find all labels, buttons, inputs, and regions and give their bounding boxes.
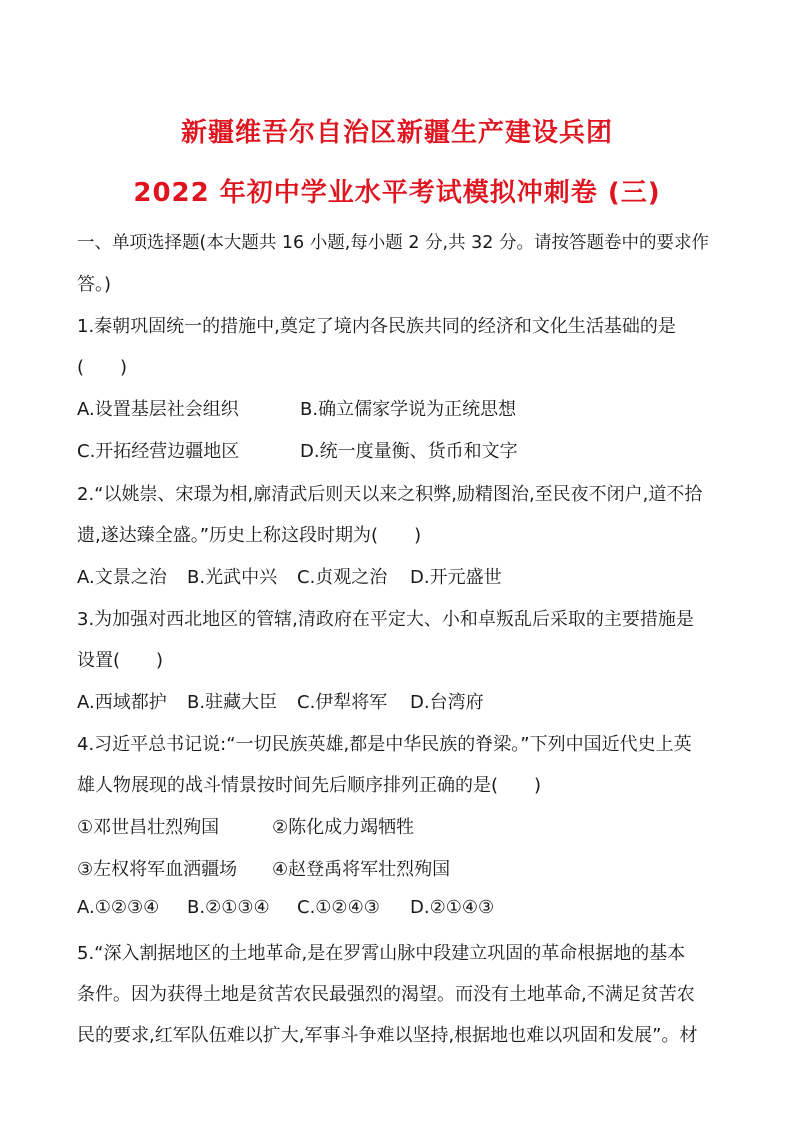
question-4-option-c: C.①②④③ (297, 897, 380, 918)
question-3-stem: 3.为加强对西北地区的管辖,清政府在平定大、小和卓叛乱后采取的主要措施是 (77, 609, 694, 630)
question-4-stem-cont: 雄人物展现的战斗情景按时间先后顺序排列正确的是( ) (77, 775, 542, 796)
question-5-stem: 5.“深入割据地区的土地革命,是在罗霄山脉中段建立巩固的革命根据地的基本 (77, 943, 686, 964)
question-1-option-b: B.确立儒家学说为正统思想 (300, 399, 517, 420)
question-4-item-2: ②陈化成力竭牺牲 (272, 817, 415, 838)
question-3-stem-cont: 设置( ) (77, 650, 164, 671)
question-4-item-1: ①邓世昌壮烈殉国 (77, 817, 220, 838)
question-2-stem-cont: 遗,遂达臻全盛。”历史上称这段时期为( ) (77, 525, 422, 546)
question-1-blank: ( ) (77, 357, 128, 378)
section-instruction-cont: 答。) (77, 274, 112, 295)
question-3-option-c: C.伊犁将军 (297, 692, 388, 713)
question-4-option-d: D.②①④③ (410, 897, 495, 918)
question-2-option-b: B.光武中兴 (187, 567, 278, 588)
question-3-option-d: D.台湾府 (410, 692, 484, 713)
exam-title-line1: 新疆维吾尔自治区新疆生产建设兵团 (180, 118, 613, 148)
question-3-option-b: B.驻藏大臣 (187, 692, 278, 713)
question-1-option-c: C.开拓经营边疆地区 (77, 441, 240, 462)
question-1-option-d: D.统一度量衡、货币和文字 (300, 441, 518, 462)
question-3-option-a: A.西域都护 (77, 692, 167, 713)
question-4-stem: 4.习近平总书记说:“一切民族英雄,都是中华民族的脊梁。”下列中国近代史上英 (77, 734, 692, 755)
question-5-stem-cont-2: 民的要求,红军队伍难以扩大,军事斗争难以坚持,根据地也难以巩固和发展”。材 (77, 1025, 698, 1046)
question-4-item-3: ③左权将军血洒疆场 (77, 859, 238, 880)
question-5-stem-cont: 条件。因为获得土地是贫苦农民最强烈的渴望。而没有土地革命,不满足贫苦农 (77, 984, 695, 1005)
section-instruction: 一、单项选择题(本大题共 16 小题,每小题 2 分,共 32 分。请按答题卷中的要求作 (77, 233, 709, 253)
question-2-option-a: A.文景之治 (77, 567, 167, 588)
exam-title-line2: 2022 年初中学业水平考试模拟冲刺卷 (三) (133, 178, 661, 208)
question-4-option-b: B.②①③④ (187, 897, 270, 918)
question-2-option-c: C.贞观之治 (297, 567, 388, 588)
question-2-option-d: D.开元盛世 (410, 567, 502, 588)
question-2-stem: 2.“以姚崇、宋璟为相,廓清武后则天以来之积弊,励精图治,至民夜不闭户,道不拾 (77, 484, 703, 505)
question-1-stem: 1.秦朝巩固统一的措施中,奠定了境内各民族共同的经济和文化生活基础的是 (77, 316, 676, 337)
question-4-item-4: ④赵登禹将军壮烈殉国 (272, 859, 451, 880)
question-4-option-a: A.①②③④ (77, 897, 160, 918)
question-1-option-a: A.设置基层社会组织 (77, 399, 239, 420)
